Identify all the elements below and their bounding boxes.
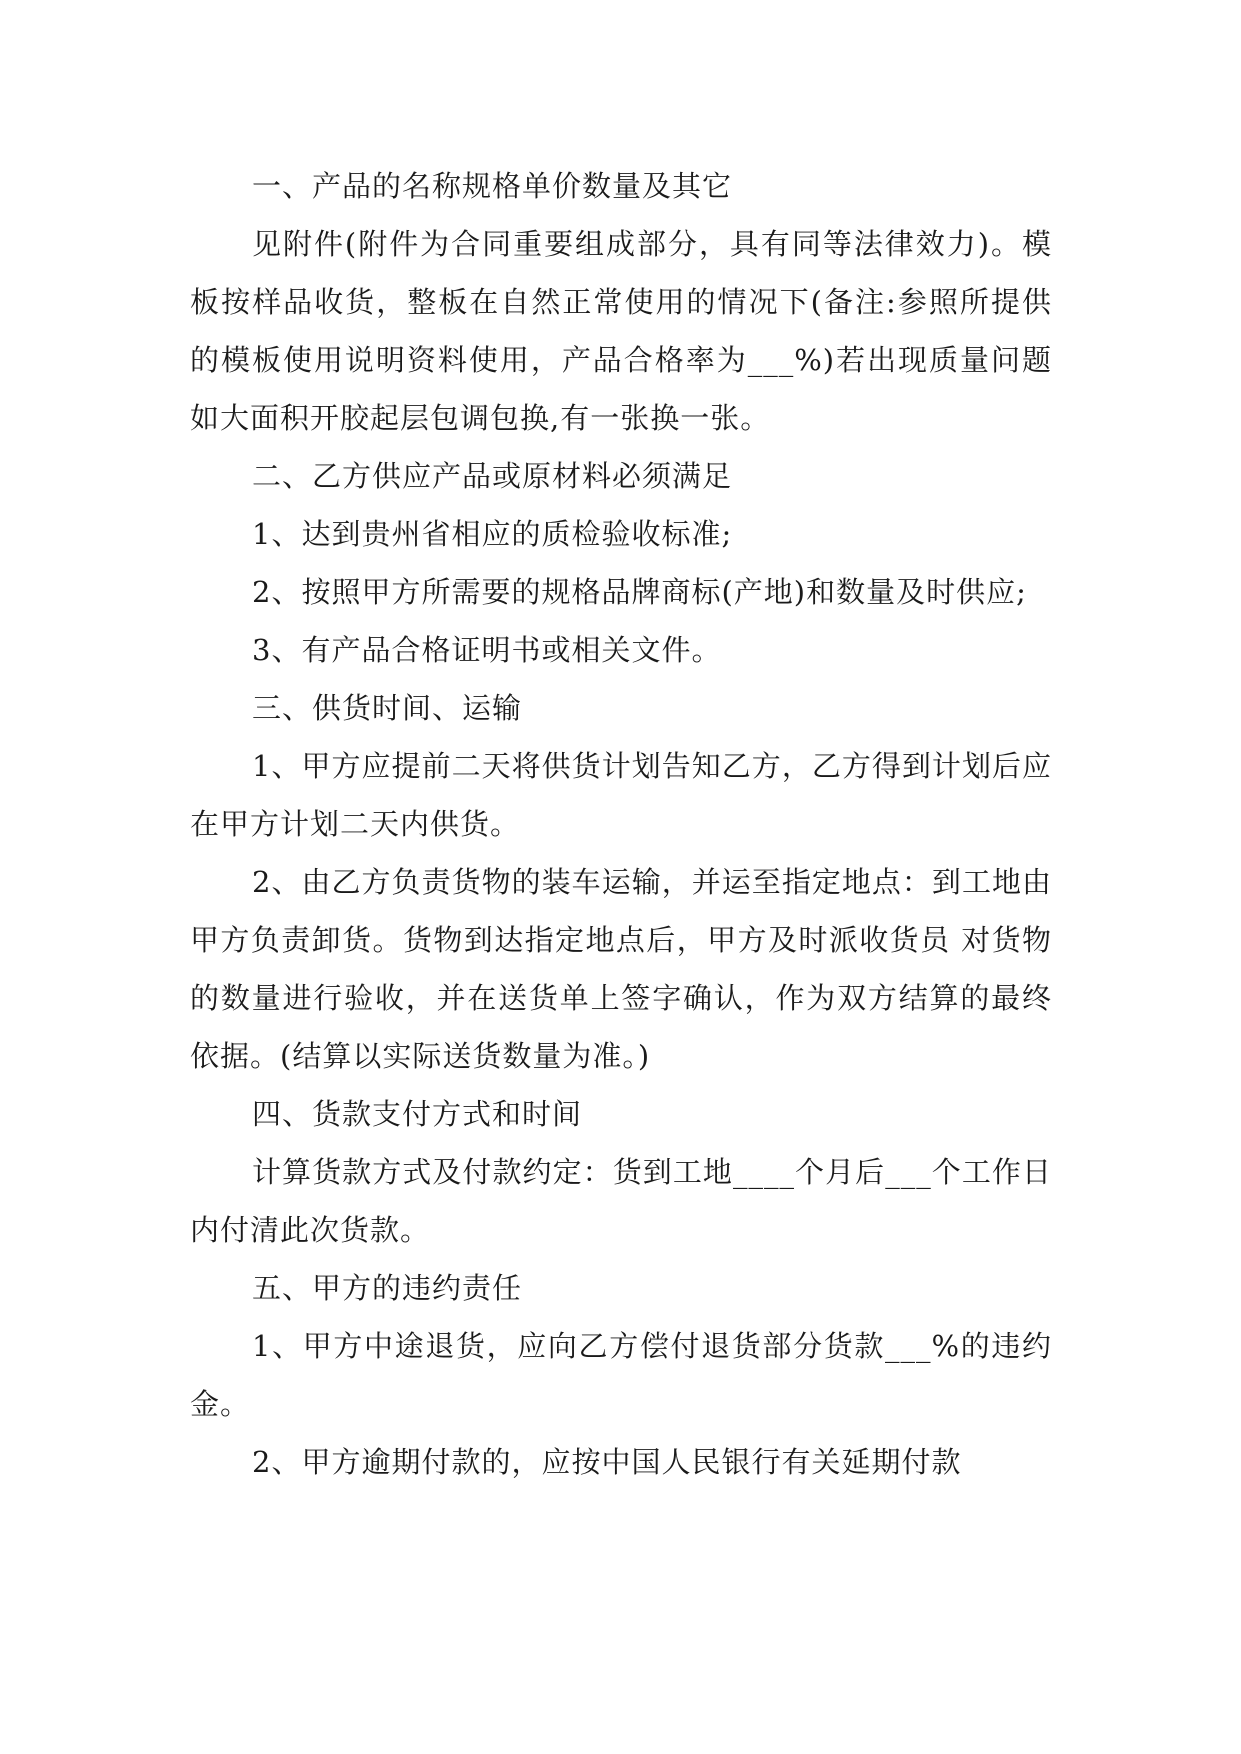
- paragraph-attachment-terms: 见附件(附件为合同重要组成部分，具有同等法律效力)。模板按样品收货，整板在自然正常使用的情况下(备注:参照所提供的模板使用说明资料使用，产品合格率为___%)若出现质量问题如大面积开胶起层包调包换,有一张换一张。: [190, 227, 1052, 435]
- document-body: [190, 157, 1052, 1491]
- section-heading-party-a-liability: 五、甲方的违约责任: [252, 1271, 523, 1305]
- list-item-spec-supply: 2、按照甲方所需要的规格品牌商标(产地)和数量及时供应;: [252, 575, 1027, 609]
- list-item-late-payment: 2、甲方逾期付款的，应按中国人民银行有关延期付款: [252, 1445, 962, 1479]
- list-item-delivery-plan: 1、甲方应提前二天将供货计划告知乙方，乙方得到计划后应在甲方计划二天内供货。: [190, 749, 1052, 841]
- list-item-transport: 2、由乙方负责货物的装车运输，并运至指定地点：到工地由甲方负责卸货。货物到达指定地点后，甲方及时派收货员 对货物的数量进行验收，并在送货单上签字确认，作为双方结算的最终依据。(结算以实际送货数量为准。): [190, 865, 1052, 1073]
- section-heading-supply-requirements: 二、乙方供应产品或原材料必须满足: [252, 459, 733, 493]
- section-heading-payment: 四、货款支付方式和时间: [252, 1097, 583, 1131]
- list-item-return-penalty: 1、甲方中途退货，应向乙方偿付退货部分货款___%的违约金。: [190, 1329, 1052, 1421]
- section-heading-products: 一、产品的名称规格单价数量及其它: [252, 169, 733, 203]
- paragraph-payment-terms: 计算货款方式及付款约定：货到工地____个月后___个工作日内付清此次货款。: [190, 1155, 1052, 1247]
- list-item-inspection-standard: 1、达到贵州省相应的质检验收标准;: [252, 517, 733, 551]
- list-item-certificate: 3、有产品合格证明书或相关文件。: [252, 633, 722, 667]
- section-heading-delivery: 三、供货时间、运输: [252, 691, 523, 725]
